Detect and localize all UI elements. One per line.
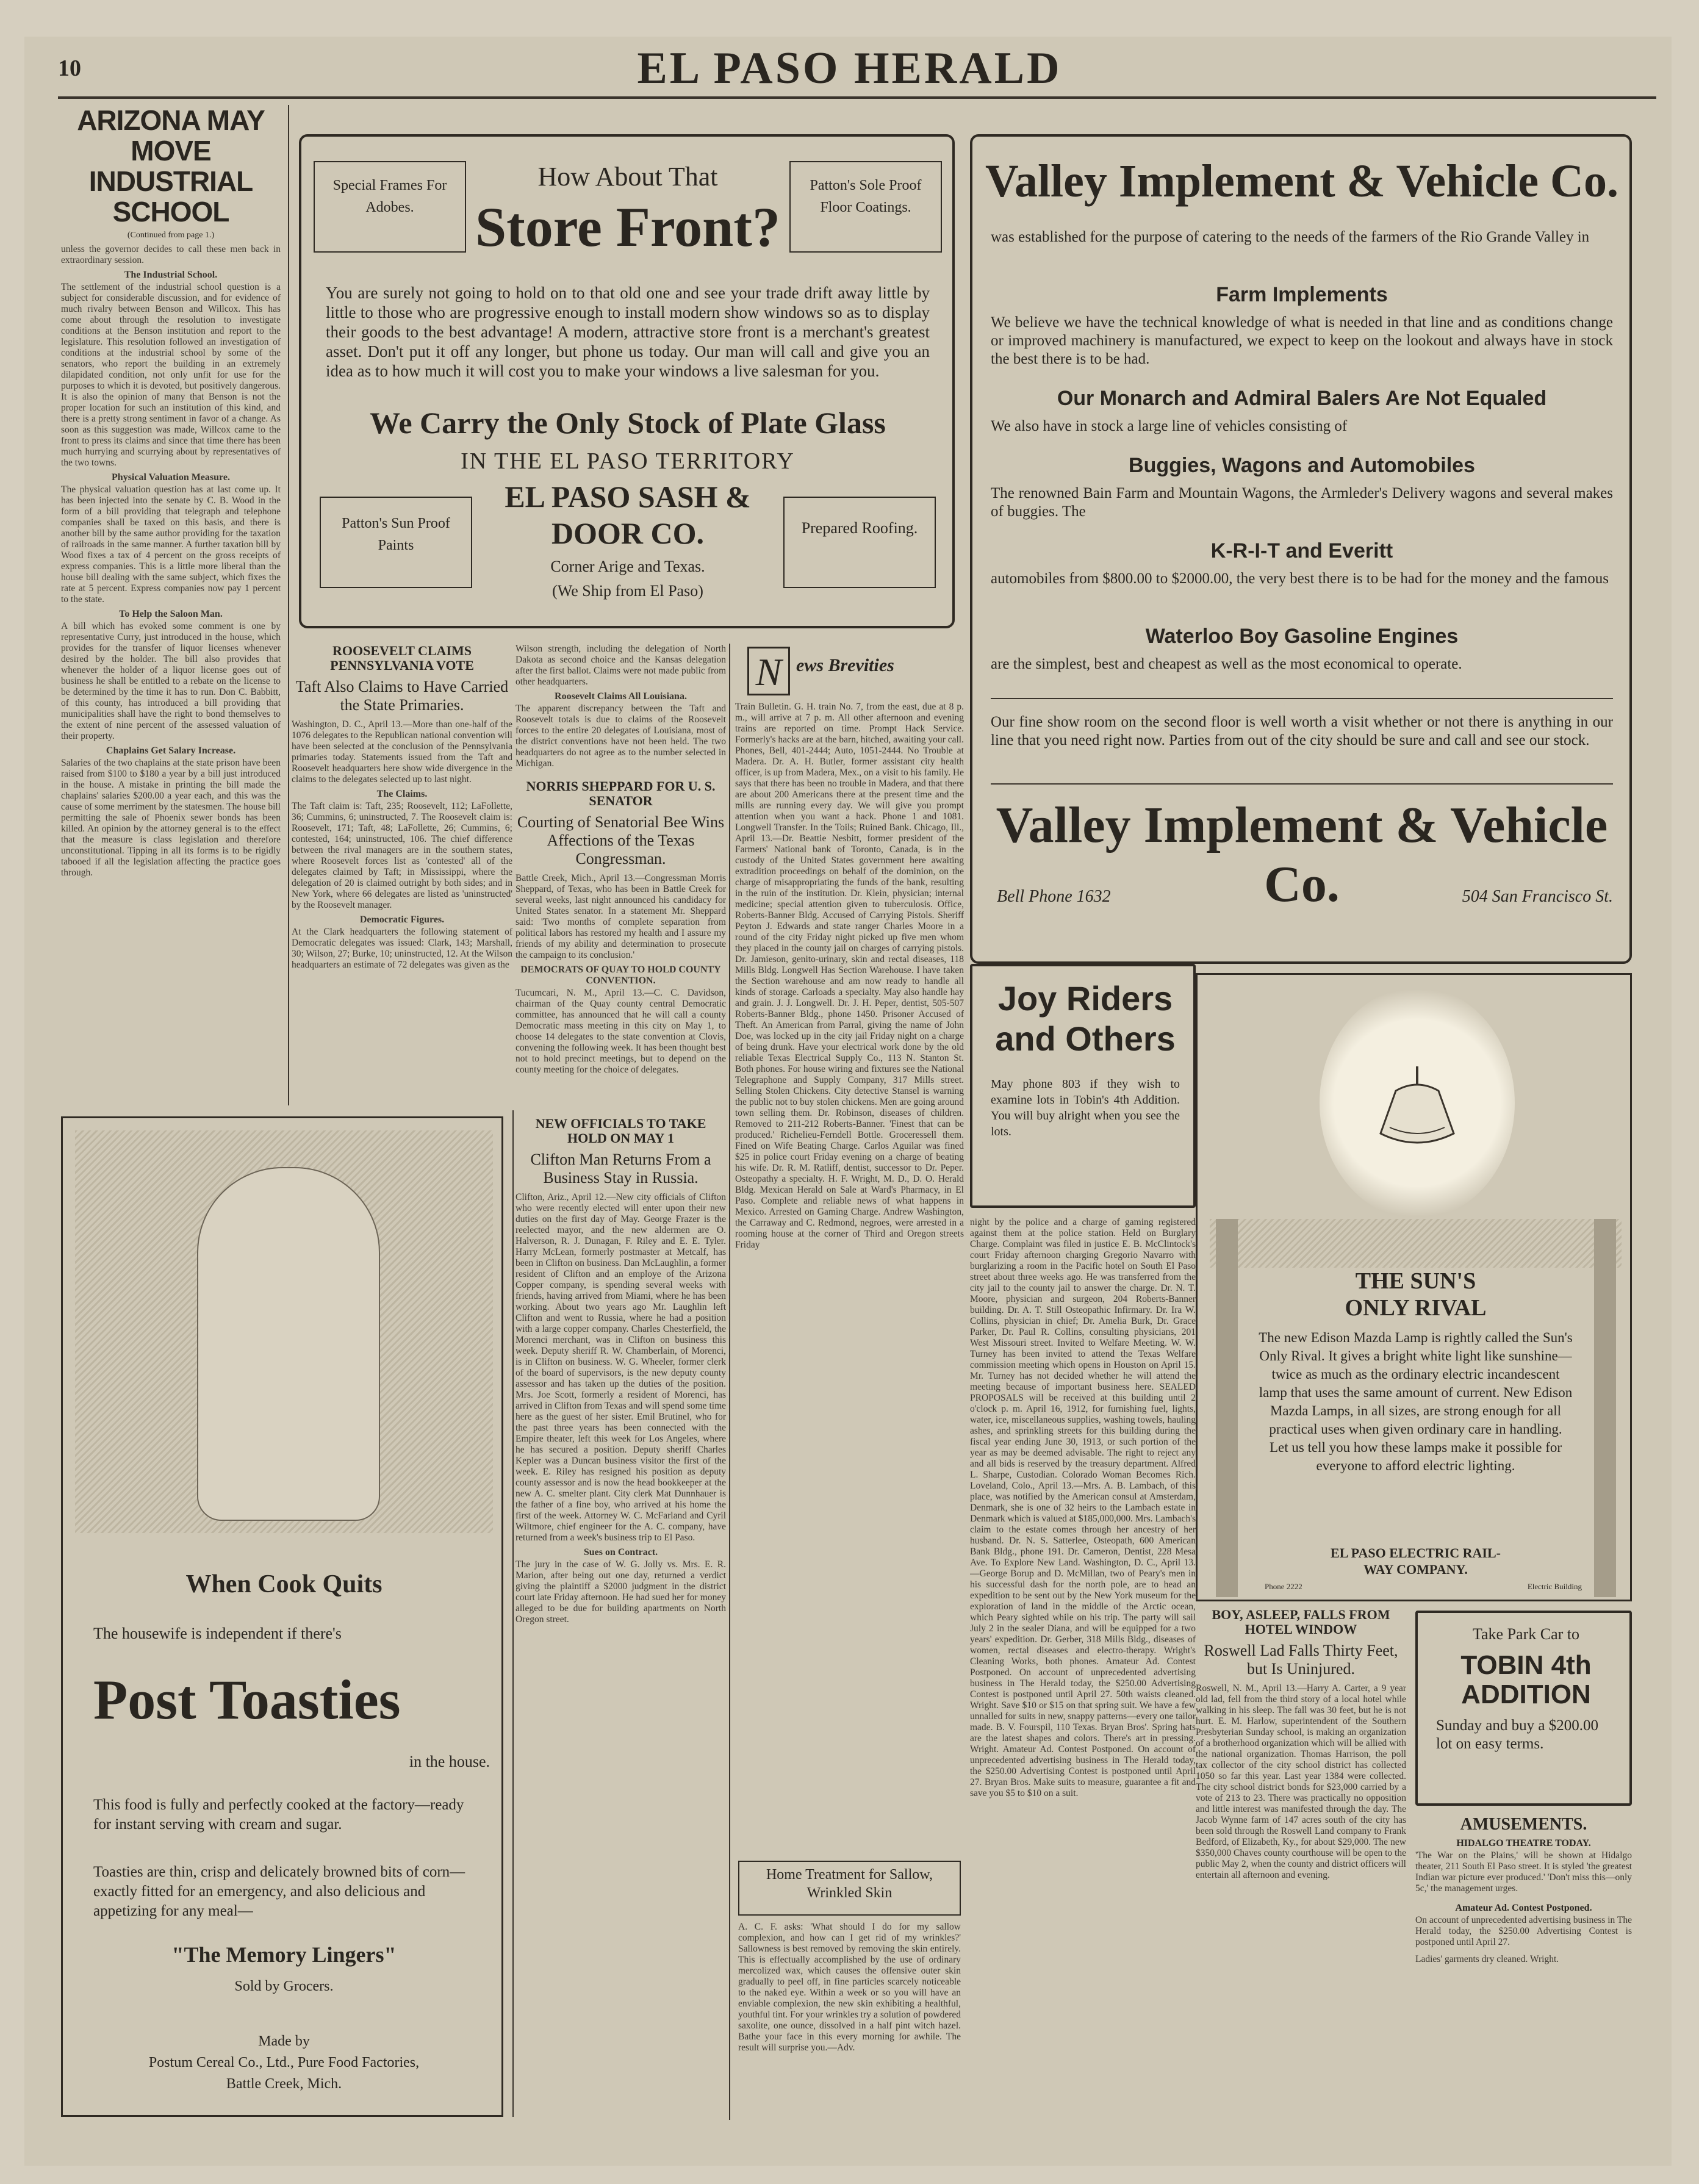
arizona-section-text: Salaries of the two chaplains at the state prison have been raised from $100 to $180 a year by a bill just introduced in the house. A mistake in printing the bill made the chaplains' salaries $200.00 a year each, and this was the cause of some merriment by the statesmen. The house bill permitting the sale of Phoenix sewer bonds has been killed. An opinion by the attorney general is to the effect that the measure is class legislation and therefore unconstitutional. Tipping in all its forms is to be rigidly tabooed if all the legislation affecting the practice goes through. — [61, 758, 281, 878]
column-rule — [288, 105, 289, 1105]
storefront-ad — [299, 134, 955, 628]
toasties-body-2: Toasties are thin, crisp and delicately browned bits of corn—exactly fitted for an emergency, and also delicious and appetizing for any meal— — [93, 1864, 465, 1919]
toasties-body-1: This food is fully and perfectly cooked at the factory—ready for instant serving with cream and sugar. — [93, 1797, 464, 1833]
roosevelt-continued-column — [515, 644, 726, 1113]
roosevelt-text: The apparent discrepancy between the Taft and Roosevelt totals is due to claims of the Roosevelt forces to the entire 20 delegates of Louisiana, most of the district conventions have not been held. The two headquarters do not agree as to the number selected in Michigan. — [515, 703, 726, 769]
housewife-figure — [197, 1167, 380, 1521]
officials-section-title: Sues on Contract. — [583, 1547, 658, 1557]
toasties-sub: The housewife is independent if there's — [93, 1625, 342, 1642]
brevities-title: ews Brevities — [796, 655, 894, 675]
local-news-column — [970, 1217, 1196, 2117]
tobin-line1: Take Park Car to — [1472, 1625, 1580, 1643]
brevities-initial: N — [747, 647, 790, 695]
suns-rival-title-2: ONLY RIVAL — [1345, 1295, 1487, 1321]
officials-article — [515, 1116, 726, 2117]
toasties-in-house: in the house. — [409, 1753, 490, 1770]
toasties-product: Post Toasties — [93, 1669, 401, 1731]
arizona-section-text: A bill which has evoked some comment is one by representative Curry, just introduced in the house, which provides for the transfer of liquor licenses whenever desired by the holder. The bill also provides that whenever the holder of a liquor license goes out of business he shall be entitled to a rebate on the license to be determined by the time it has to run. Don C. Babbitt, of this county, has introduced a bill providing that municipalities shall have the right to bond themselves to the extent of nine percent of the assessed valuation of their property. — [61, 621, 281, 741]
valley-text: automobiles from $800.00 to $2000.00, the very best there is to be had for the money and the famous — [991, 570, 1609, 587]
brevities-text: Train Bulletin. G. H. train No. 7, from the east, due at 8 p. m., will arrive at 7 p. m. All other afternoon and evening trains are reported on time. Prompt Hack Service. Formerly's hacks are at the barn, hitched, awaiting your call. Phones, Bell, 401-2444; Auto, 1051-2444. No Trouble at Madera. Dr. A. H. Butler, former assistant city health officer, is up from Madera, Mex., on a visit to his family. He says that there has been no trouble in Madera, and that there are about 200 Americans there at the present time and the mills are running every day. We will give you prompt attention when you want a hack. Phone 1 and 1081. Longwell Transfer. In the Toils; Ruined Bank. Chicago, Ill., April 13.—Dr. Beattie Nesbitt, former president of the Farmers' National bank of Toronto, Canada, is in the custody of the United States government here awaiting extradition proceedings on behalf of the dominion, on the charge of misappropriating the funds of the bank, resulting in the ruin of the institution. Dr. Klein, physician; internal medicine; special attention given to tuberculosis. Office, Roberts-Banner Bldg. Accused of Carrying Pistols. Sheriff Peyton J. Edwards and state ranger Charles Moore in a round of the city Friday night picked up five men whom they placed in the county jail on charges of carrying pistols. Dr. Jamieson, genito-urinary, skin and rectal diseases, 118 Mills Bldg. Longwell Has Section Warehouse. I have taken the Section warehouse and am now ready to handle all kinds of storage. Carloads a specialty. May also handle hay and grain. J. J. Longwell. Dr. J. H. Peper, dentist, 505-507 Roberts-Banner Bldg., phone 1450. Prisoner Accused of Theft. An American from Parral, giving the name of John Doe, was locked up in the city jail Friday night on a charge of being drunk. Have your electrical work done by the old reliable Texas Electrical Supply Co., 113 N. Stanton St. Both phones. For house wiring and fixtures see the National Telegraphone and Supply Company, 317 Mills street. Selling Stolen Chickens. City detective Stansel is warning the public not to buy stolen chickens. Men are going around town selling them. Dr. Robinson, diseases of children. Removed to 211-212 Roberts-Banner. 'Finest that can be produced.' Richelieu-Ferndell Bottle. Groceressell them. Fined on Wife Beating Charge. Carlos Aguilar was fined $25 in police court Friday evening on a charge of beating his wife. Dr. R. M. Ratliff, dentist, successor to Dr. Peper. Osteopathy a specialty. H. F. Wright, M. D., D. O. Herald Bldg. Mexican Herald on Sale at Ward's Pharmacy, in El Paso. Complete and reliable news of what happens in Mexico. Arrested on Gaming Charge. Andrew Washington, the Carraway and C. Redmond, negroes, were arrested in a rooming house at the corner of Third and Oregon streets Friday — [735, 702, 964, 1250]
norris-text: Tucumcari, N. M., April 13.—C. C. Davidson, chairman of the Quay county central Democratic committee, has announced that he will call a county Democratic mass meeting in this city on May 1, to choose 14 delegates to the state convention at Clovis, convening the following week. It has been thought best not to hold precinct meetings, but to depend on the county meeting for the choice of delegates. — [515, 988, 726, 1075]
storefront-ship: (We Ship from El Paso) — [552, 582, 703, 600]
joy-body: May phone 803 if they wish to examine lots in Tobin's 4th Addition. You will buy alright when you see the lots. — [991, 1077, 1180, 1138]
roosevelt-section-title: Democratic Figures. — [359, 914, 445, 925]
valley-title: Valley Implement & Vehicle Co. — [985, 156, 1618, 207]
tobin-body: Sunday and buy a $200.00 lot on easy terms. — [1436, 1717, 1598, 1752]
valley-heading: K-R-I-T and Everitt — [1210, 539, 1393, 562]
valley-implement-ad — [970, 134, 1632, 964]
valley-heading: Farm Implements — [1216, 283, 1388, 306]
valley-heading: Waterloo Boy Gasoline Engines — [1145, 625, 1459, 648]
news-brevities — [735, 647, 964, 1855]
roosevelt-text: At the Clark headquarters the following statement of Democratic delegates was issued: Clark, 143; Marshall, 30; Wilson, 27; Burke, 10; uninstructed, 12. At the Wilson headquarters an estimate of 72 delegates was given as the — [292, 927, 512, 970]
joy-title-1: Joy Riders — [997, 979, 1173, 1018]
tobin-ad — [1415, 1611, 1632, 1806]
electric-phone: Phone 2222 — [1265, 1582, 1302, 1591]
norris-subhead: Courting of Senatorial Bee Wins Affections of the Texas Congressman. — [517, 813, 725, 867]
sallow-text: A. C. F. asks: 'What should I do for my sallow complexion, and how can I get rid of my wrinkles?' Sallowness is best removed by removing the skin entirely. This is effectually accomplished by the use of ordinary mercolized wax, which causes the offensive outer skin gradually to peel off, in fine particles scarcely noticeable to the naked eye. Within a week or so you will have an enviable complexion, the new skin exhibiting a healthful, youthful tint. For your wrinkles try a solution of powdered saxolite, one ounce, dissolved in a half pint witch hazel. Bathe your face in this every morning for awhile. The result will surprise you.—Adv. — [738, 1922, 961, 2053]
arizona-section-title: Physical Valuation Measure. — [112, 472, 230, 483]
amusements-title: AMUSEMENTS. — [1460, 1815, 1587, 1834]
electric-building: Electric Building — [1527, 1582, 1582, 1591]
toasties-slogan: "The Memory Lingers" — [171, 1942, 397, 1967]
valley-bottom-title: Valley Implement & Vehicle Co. — [996, 797, 1608, 913]
roosevelt-text: Wilson strength, including the delegation of North Dakota as second choice and the Kansas delegation after the first ballot. Claims were not made public from other headquarters. — [515, 644, 726, 687]
lamp-icon — [1371, 1066, 1463, 1152]
contest-text: On account of unprecedented advertising business in The Herald today, the $250.00 Advertising Contest is postponed until April 27. — [1415, 1915, 1632, 1947]
arizona-lead: unless the governor decides to call these men back in extraordinary session. — [61, 244, 281, 265]
boy-subhead: Roswell Lad Falls Thirty Feet, but Is Uninjured. — [1204, 1642, 1398, 1678]
arizona-section-title: To Help the Saloon Man. — [119, 609, 223, 619]
storefront-title-top: How About That — [537, 162, 718, 192]
contest-title: Amateur Ad. Contest Postponed. — [1455, 1903, 1592, 1913]
electric-company-2: WAY COMPANY. — [1363, 1562, 1468, 1577]
boy-text: Roswell, N. M., April 13.—Harry A. Carter, a 9 year old lad, fell from the third story of a local hotel while walking in his sleep. The fall was 30 feet, but he is not hurt. E. M. Harlow, superintendent of the Southern Presbyterian Sunday school, is making an organization of a brotherhood organization which will be allied with the national organization. Thomas Harrison, the poll tax collector of the city school district has collected 1050 so far this year. Last year 1384 were collected. The city school district bonds for $23,000 carried by a vote of 213 to 23. There was practically no opposition and little interest was manifested through the day. The Jacob Wynne farm of 147 acres south of the city has been sold through the Roswell Land company to Frank Bedford, of Elizabeth, Ky., for about $29,000. The new $350,000 Chaves county courthouse will be open to the public May 2, when the county and district officers will entertain all afternoon and evening. — [1196, 1683, 1406, 1880]
storefront-box-frames: Special Frames For Adobes. — [314, 161, 466, 253]
valley-intro: was established for the purpose of catering to the needs of the farmers of the Rio Grande Valley in — [991, 229, 1590, 245]
masthead: EL PASO HERALD — [637, 43, 1062, 93]
valley-phone: Bell Phone 1632 — [997, 887, 1111, 906]
city-skyline — [1210, 1219, 1622, 1268]
tobin-title: TOBIN 4th ADDITION — [1460, 1650, 1592, 1709]
storefront-box-floor: Patton's Sole Proof Floor Coatings. — [789, 161, 942, 253]
closing-notice: Ladies' garments dry cleaned. Wright. — [1415, 1954, 1559, 1964]
valley-text: We believe we have the technical knowledge of what is needed in that line and as conditions change or improved machinery is manufactured, we expect to keep on the lookout and always have in stock the best there is to be had. — [991, 314, 1613, 367]
post-toasties-ad — [61, 1116, 503, 2117]
column-rule — [512, 1110, 514, 2117]
electric-company-1: EL PASO ELECTRIC RAIL- — [1331, 1545, 1501, 1561]
officials-headline: NEW OFFICIALS TO TAKE HOLD ON MAY 1 — [535, 1116, 706, 1146]
roosevelt-text: Washington, D. C., April 13.—More than one-half of the 1076 delegates to the Republican national convention will have been selected at the conclusion of the Pennsylvania primaries today. Statements issued from the Taft and Roosevelt headquarters here show wide divergence in the claims to the delegates selected up to last night. — [292, 719, 512, 785]
toasties-maker: Postum Cereal Co., Ltd., Pure Food Factories, — [148, 2055, 420, 2071]
suns-rival-title-1: THE SUN'S — [1355, 1268, 1476, 1294]
arizona-continued: (Continued from page 1.) — [127, 231, 215, 240]
storefront-carry: We Carry the Only Stock of Plate Glass — [370, 406, 886, 440]
roosevelt-subhead: Taft Also Claims to Have Carried the State Primaries. — [295, 678, 509, 714]
amusements-text: 'The War on the Plains,' will be shown at Hidalgo theater, 211 South El Paso street. It is styled 'the greatest Indian war picture ever produced.' 'Don't miss this—only 5c,' the management urges. — [1415, 1850, 1632, 1894]
valley-divider — [991, 783, 1613, 785]
lamp-post-left — [1216, 1219, 1238, 1597]
roosevelt-section-title: The Claims. — [376, 789, 428, 799]
arizona-section-text: The physical valuation question has at last come up. It has been injected into the senate by C. B. Wood in the form of a bill providing that telegraph and telephone companies shall be taxed on this basis, and there is another bill by the same author providing for the taxation of railroads in the same manner. A further taxation bill by Wood fixes a tax of 4 percent on the gross receipts of express companies. This is a little more liberal than the house bill dealing with the same subject, which fixes the rate at 5 percent. Express companies now pay 1 percent to the state. — [61, 484, 281, 605]
storefront-address: Corner Arige and Texas. — [550, 558, 705, 575]
arizona-article — [61, 105, 281, 1105]
valley-text: We also have in stock a large line of vehicles consisting of — [991, 418, 1348, 434]
officials-text: Clifton, Ariz., April 12.—New city officials of Clifton who were recently elected will enter upon their new duties on the first day of May. George Frazer is the reelected mayor, and the new aldermen are O. Halverson, R. J. Dunagan, F. Riley and E. E. Tyler. Harry McLean, formerly postmaster at Metcalf, has been in Clifton on business. Dan McLaughlin, a former resident of Clifton and an employe of the Arizona Copper company, is spending several weeks with friends, having arrived from Miami, where he has been working. About two years ago Mr. Laughlin left Clifton and went to Russia, where he had a position with a large copper company. Charles Chesterfield, the Morenci merchant, was in Clifton on business this week. Deputy sheriff R. W. Chamberlain, of Morenci, is in Clifton on business. W. G. Wheeler, former clerk of the board of supervisors, is the new deputy county assessor and has taken up the duties of the position. Mrs. Joe Scott, formerly a resident of Morenci, has arrived in Clifton from Texas and will spend some time here as the guest of her sister. Emil Brutinel, who for the past three years has been connected with the Empire theater, left this week for Los Angeles, where he has secured a position. Deputy sheriff Charles Kepler was a Duncan business visitor the first of the week. E. Riley has resigned his position as deputy county assessor and is now the head bookkeeper at the new A. C. smelter plant. City clerk Mat Dunnhauer is the father of a fine boy, who arrived at his home the first of the week. Attorney W. C. McFarland and Cyril Wiltmore, chief engineer for the A. C. company, have returned from a week's business trip to El Paso. — [515, 1192, 726, 1543]
storefront-title-main: Store Front? — [475, 196, 780, 258]
storefront-body: You are surely not going to hold on to that old one and see your trade drift away little by little to those who are progressive enough to install modern show windows so as to display their goods to the best advantage! A modern, attractive store front is a merchant's greatest asset. Don't put it off any longer, but phone us today. Our man will call and give you an idea as to how much it will cost you to make your windows a live salesman for you. — [326, 284, 930, 380]
arizona-headline: ARIZONA MAY MOVE INDUSTRIAL SCHOOL — [77, 104, 265, 228]
toasties-sold: Sold by Grocers. — [234, 1978, 334, 1994]
page-number: 10 — [58, 56, 81, 81]
arizona-section-title: The Industrial School. — [124, 270, 218, 280]
officials-subhead: Clifton Man Returns From a Business Stay in Russia. — [530, 1151, 711, 1187]
roosevelt-text: The Taft claim is: Taft, 235; Roosevelt, 112; LaFollette, 36; Cummins, 6; uninstructed, 7. The Roosevelt claim is: Roosevelt, 171; Taft, 48; LaFollette, 26; Cummins, 6; contested, 164; uninstructed, 106. The chief difference between the rival managers are in the southern states, where Roosevelt forces list as 'contested' all of the delegates claimed by Taft; in Mississippi, where the delegation of 20 is claimed outright by both sides; and in New York, where 66 delegates are listed as 'uninstructed' by the Roosevelt manager. — [292, 801, 512, 910]
suns-rival-body: The new Edison Mazda Lamp is rightly called the Sun's Only Rival. It gives a bright white light like sunshine—twice as much as the ordinary electric incandescent lamp that uses the same amount of current. New Edison Mazda Lamps, in all sizes, are strong enough for all practical uses when given ordinary care in handling. Let us tell you how these lamps make it possible for everyone to afford electric lighting. — [1259, 1330, 1573, 1473]
amusements — [1415, 1815, 1632, 2117]
norris-text: Battle Creek, Mich., April 13.—Congressman Morris Sheppard, of Texas, who has been in Battle Creek for several weeks, last night announced his candidacy for United States senator. In a statement Mr. Sheppard said: 'Two months of complete separation from political labors has restored my health and I assure my friends of my ability and determination to prosecute the campaign to its conclusion.' — [515, 873, 726, 960]
storefront-box-paints: Patton's Sun Proof Paints — [320, 497, 472, 588]
sallow-headline: Home Treatment for Sallow, Wrinkled Skin — [766, 1867, 933, 1901]
storefront-box-roofing: Prepared Roofing. — [783, 497, 936, 588]
valley-heading: Our Monarch and Admiral Balers Are Not Equaled — [1057, 387, 1547, 410]
storefront-company: EL PASO SASH & DOOR CO. — [505, 480, 751, 550]
suns-rival-ad — [1196, 973, 1632, 1601]
officials-text: The jury in the case of W. G. Jolly vs. Mrs. E. R. Marion, after being out one day, returned a verdict giving the plaintiff a $2000 judgment in the district court late Friday afternoon. He had sued her for money alleged to be due for building apartments on North Oregon street. — [515, 1559, 726, 1625]
lamp-post-right — [1594, 1219, 1616, 1597]
valley-text: The renowned Bain Farm and Mountain Wagons, the Armleder's Delivery wagons and several makes of buggies. The — [991, 485, 1613, 520]
local-news-text: night by the police and a charge of gaming registered against them at the police station. Held on Burglary Charge. Complaint was filed in justice E. B. McClintock's court Friday afternoon charging Gregorio Navarro with burglarizing a room in the Pacific hotel on South El Paso street about three weeks ago. He was transferred from the city jail to the county jail to answer the charge. Dr. N. T. Moore, physician and surgeon, 204 Roberts-Banner building. Dr. A. T. Still Osteopathic Infirmary. Dr. Ira W. Collins, physician in chief; Dr. Amelia Burk, Dr. Grace Parker, Dr. Paul R. Collins, consulting physicians, 201 West Missouri street. Invited to Welfare Meeting. W. W. Turney has been invited to attend the Texas Welfare commission meeting which opens in Houston on April 15. Mr. Turney has not decided whether he will attend the meeting because of important business here. SEALED PROPOSALS will be received at this building until 2 o'clock p. m. April 16, 1912, for furnishing fuel, lights, water, ice, miscellaneous supplies, washing towels, hauling ashes, and sprinkling streets for this building during the fiscal year ending June 30, 1913, or such portion of the year as may be deemed advisable. The right to reject any and all bids is reserved by the treasury department. Alfred L. Sharpe, Custodian. Colorado Woman Becomes Rich. Loveland, Colo., April 13.—Mrs. A. B. Lambach, of this place, was notified by the American consul at Amsterdam, Denmark, she is one of 32 heirs to the Lambach estate in Denmark which is valued at $185,000,000. Mrs. Lambach's claim to the estate comes through her ancestry of her husband. Dr. N. S. Satterlee, Osteopath, 600 American Bank Bldg., phone 191. Dr. Cameron, Dentist, 228 Mesa Ave. To Explore New Land. Washington, D. C., April 13.—George Borup and D. McMillan, two of Peary's men in his successful dash for the north pole, are to head an expedition to be sent out by the New York museum for the exploration of land in the middle of the Arctic ocean, which Peary sighted while on his trip. The party will sail July 2 in the sealer Diana, and will be equipped for a two years' expedition. Dr. Gerber, 318 Mills Bldg., diseases of women, rectal diseases and electro-therapy. Wright's Cleaning Works, both phones. Amateur Ad. Contest Postponed. On account of unprecedented advertising business in The Herald today, the $250.00 Advertising Contest is postponed until April 27. 50th waists cleaned. Wright. Save $10 or $15 on that spring suit. We have a few unnalled for suits in new, snappy patterns—every one tailor made. B. V. Fourspil, 110 Texas. Bryan Bros'. Spring hats are the latest shapes and colors. There's art in pressing. Wright. Amateur Ad. Contest Postponed. On account of unprecedented advertising business in The Herald today, the $250.00 Advertising Contest is postponed until April 27. Bryan Bros. Make suits to measure, guarantee a fit and save you $5 to $10 on a suit. — [970, 1217, 1196, 1798]
valley-heading: Buggies, Wagons and Automobiles — [1129, 454, 1475, 477]
boy-falls-article — [1196, 1607, 1406, 2117]
toasties-headline: When Cook Quits — [185, 1570, 383, 1598]
valley-divider — [991, 698, 1613, 699]
joy-title-2: and Others — [995, 1019, 1176, 1058]
norris-section-title: DEMOCRATS OF QUAY TO HOLD COUNTY CONVENTION. — [520, 964, 721, 986]
amusements-subtitle: HIDALGO THEATRE TODAY. — [1456, 1838, 1591, 1848]
column-rule — [729, 644, 730, 2120]
roosevelt-article — [292, 644, 512, 1113]
joy-riders-ad — [970, 964, 1196, 1208]
valley-address: 504 San Francisco St. — [1462, 887, 1613, 906]
roosevelt-section-title: Roosevelt Claims All Louisiana. — [555, 691, 687, 702]
valley-text: are the simplest, best and cheapest as well as the most economical to operate. — [991, 656, 1462, 672]
arizona-section-title: Chaplains Get Salary Increase. — [106, 745, 236, 756]
toasties-made-by: Made by — [258, 2033, 310, 2049]
roosevelt-headline: ROOSEVELT CLAIMS PENNSYLVANIA VOTE — [330, 643, 474, 673]
arizona-section-text: The settlement of the industrial school question is a subject for considerable discussion, and for evidence of much rivalry between Benson and Willcox. This has come about through the resolution to investigate conditions at the Benson institution and report to the legislature. This resolution followed an investigation of conditions at the industrial school by some of the senators, who report the building in an extremely dilapidated condition, not only unfit for use for the purposes to which it is devoted, but positively dangerous. It is also the opinion of many that Benson is not the proper location for such an institution of this kind, and there is a pretty strong sentiment in favor of a change. As soon as this suggestion was made, Willcox came to the front to press its claims and since that time there has been much hurrying and scurrying about by representatives of the two towns. — [61, 282, 281, 468]
toasties-location: Battle Creek, Mich. — [226, 2076, 342, 2092]
sallow-headline-box — [738, 1861, 961, 1916]
masthead-rule — [58, 96, 1656, 99]
storefront-territory: IN THE EL PASO TERRITORY — [461, 448, 795, 474]
valley-showroom: Our fine show room on the second floor is well worth a visit whether or not there is anything in our line that you need right now. Parties from out of the city should be sure and call and see our stock. — [991, 714, 1613, 749]
norris-headline: NORRIS SHEPPARD FOR U. S. SENATOR — [526, 778, 716, 808]
boy-headline: BOY, ASLEEP, FALLS FROM HOTEL WINDOW — [1212, 1607, 1390, 1637]
